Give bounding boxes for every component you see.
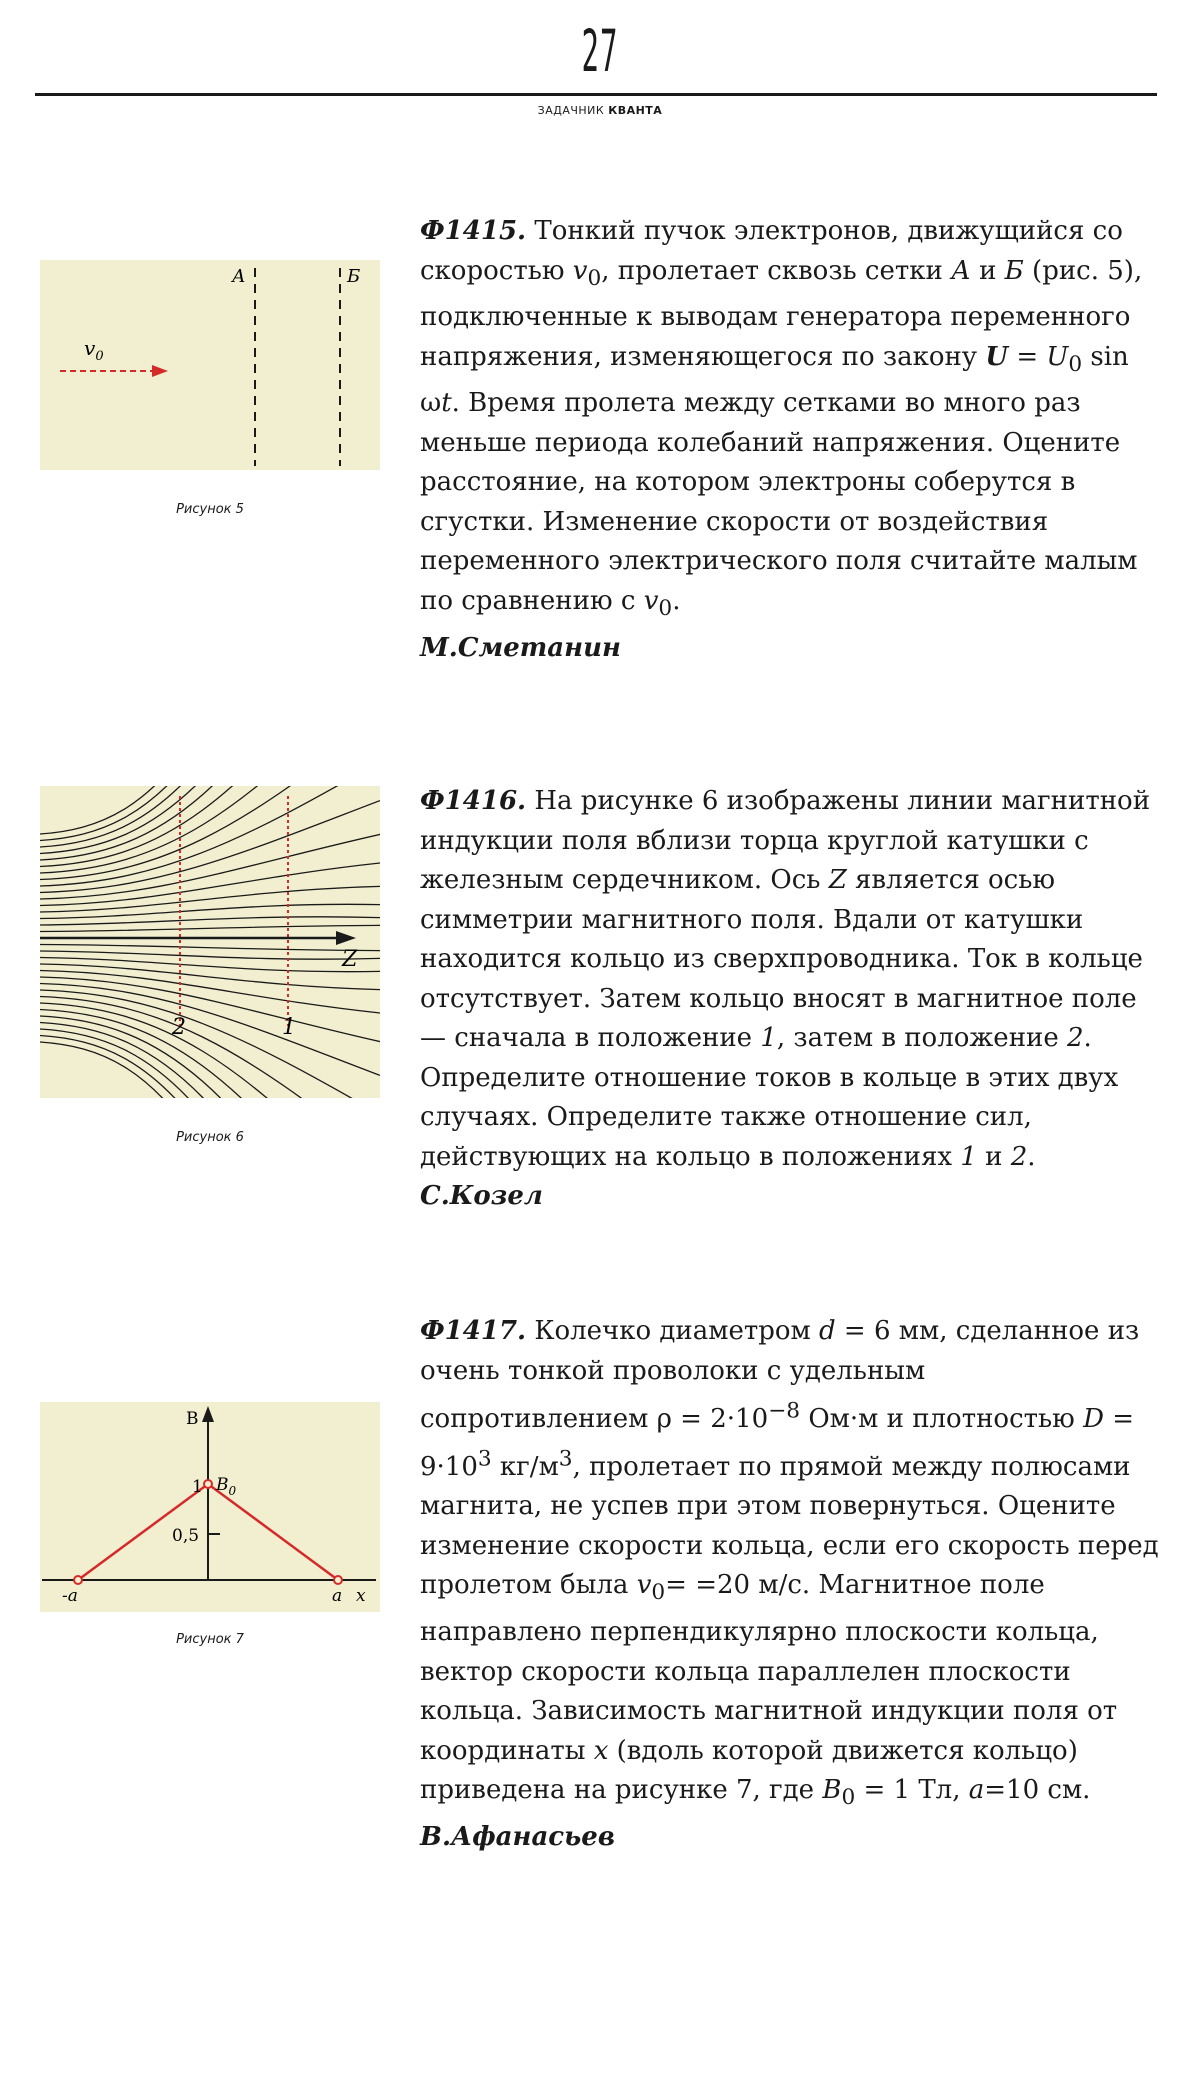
running-header <box>0 104 1200 117</box>
section-prefix: ЗАДАЧНИК <box>537 104 605 117</box>
velocity-label: $v_0$ <box>84 336 104 364</box>
field-line <box>40 964 380 990</box>
field-line <box>40 886 380 912</box>
left-end-point <box>74 1576 82 1584</box>
field-line <box>40 786 380 886</box>
figure-5 <box>40 260 380 470</box>
position-2-label: 2 <box>172 1015 186 1040</box>
field-line <box>40 1003 380 1098</box>
problem-author: С.Козел <box>420 1181 543 1211</box>
figure-6-drawing <box>40 786 380 1098</box>
field-line <box>40 925 380 931</box>
field-line <box>40 997 380 1099</box>
peak-point <box>204 1480 212 1488</box>
velocity-arrow-head <box>152 365 168 377</box>
grid-a-label: А <box>232 266 246 287</box>
page-number: 27 <box>581 17 619 85</box>
problem-body <box>420 782 1160 1177</box>
problem-body <box>420 1312 1160 1818</box>
x-axis-label: x <box>356 1586 366 1606</box>
header-rule <box>35 93 1157 96</box>
peak-label: $B_0$ <box>216 1475 237 1498</box>
problem-text: Колечко диаметром d = 6 мм, сделанное из очень тонкой проволоки с удельным сопротивлением $\rho = 2\cdot 10^{-8}$ Ом·м и плотностью $D = 9\cdot 10^3$ $кг/м^3$, пролетает по прямой между полюсами магнита, не успев при этом повернуться. Оцените изменение скорости кольца, если его скорость перед пролетом была $v_0= =20$ м/с. Магнитное поле направлено перпендикулярно плоскости кольца, вектор скорости кольца параллелен плоскости кольца. Зависимость магнитной индукции поля от координаты x (вдоль которой движется кольцо) приведена на рисунке 7, где $B_0 = 1$ Тл, a=10 см. <box>420 1316 1159 1811</box>
field-line <box>40 786 380 880</box>
z-axis-arrow <box>336 931 356 945</box>
tick-1-label: 1 <box>192 1477 203 1497</box>
field-line <box>40 786 380 834</box>
figure-7-drawing <box>40 1402 380 1612</box>
section-name: КВАНТА <box>608 104 663 117</box>
b-axis-arrow <box>202 1406 214 1422</box>
z-axis-label: Z <box>342 947 358 972</box>
figure-7-caption: Рисунок 7 <box>176 1632 244 1647</box>
problem-text: Тонкий пучок электронов, движущийся со скоростью $v_0$, пролетает сквозь сетки А и Б (рис. 5), подключенные к выводам генератора переменного напряжения, изменяющегося по закону $U = U_0$ sin ωt. Время пролета между сетками во много раз меньше периода колебаний напряжения. Оцените расстояние, на котором электроны соберутся в сгустки. Изменение скорости от воздействия переменного электрического поля считайте малым по сравнению с $v_0$. <box>420 216 1143 622</box>
problem-author: М.Сметанин <box>420 632 621 663</box>
problem-number: Ф1415. <box>420 216 527 246</box>
problem-number: Ф1417. <box>420 1316 527 1346</box>
figure-5-drawing <box>40 260 380 470</box>
b-axis-label: B <box>186 1409 199 1429</box>
field-line <box>40 951 380 959</box>
problem-author: В.Афанасьев <box>420 1821 615 1852</box>
problem-f1415 <box>420 212 1160 668</box>
field-line <box>40 786 380 847</box>
problem-f1417 <box>420 1312 1160 1857</box>
field-line <box>40 786 380 841</box>
problem-text: На рисунке 6 изображены линии магнитной индукции поля вблизи торца круглой катушки с железным сердечником. Ось Z является осью симметрии магнитного поля. Вдали от катушки находится кольцо из сверхпроводника. Ток в кольце отсутствует. Затем кольцо вносят в магнитное поле — сначала в положение 1, затем в положение 2. Определите отношение токов в кольце в этих двух случаях. Определите также отношение сил, действующих на кольцо в положениях 1 и 2. <box>420 786 1151 1172</box>
right-end-point <box>334 1576 342 1584</box>
tick-05-label: 0,5 <box>172 1526 200 1546</box>
field-lines <box>40 786 380 1098</box>
position-1-label: 1 <box>282 1015 296 1040</box>
problem-body <box>420 212 1160 629</box>
figure-7 <box>40 1402 380 1612</box>
figure-6-caption: Рисунок 6 <box>176 1130 244 1145</box>
problem-number: Ф1416. <box>420 786 527 816</box>
grid-b-label: Б <box>347 266 361 287</box>
figure-6 <box>40 786 380 1098</box>
figure-5-caption: Рисунок 5 <box>176 502 244 517</box>
left-a-label: -a <box>62 1586 78 1606</box>
right-a-label: a <box>332 1586 343 1606</box>
field-line <box>40 917 380 925</box>
problem-f1416 <box>420 782 1160 1217</box>
field-line <box>40 1023 380 1099</box>
field-line <box>40 786 380 867</box>
field-line <box>40 945 380 951</box>
field-line <box>40 1042 380 1098</box>
